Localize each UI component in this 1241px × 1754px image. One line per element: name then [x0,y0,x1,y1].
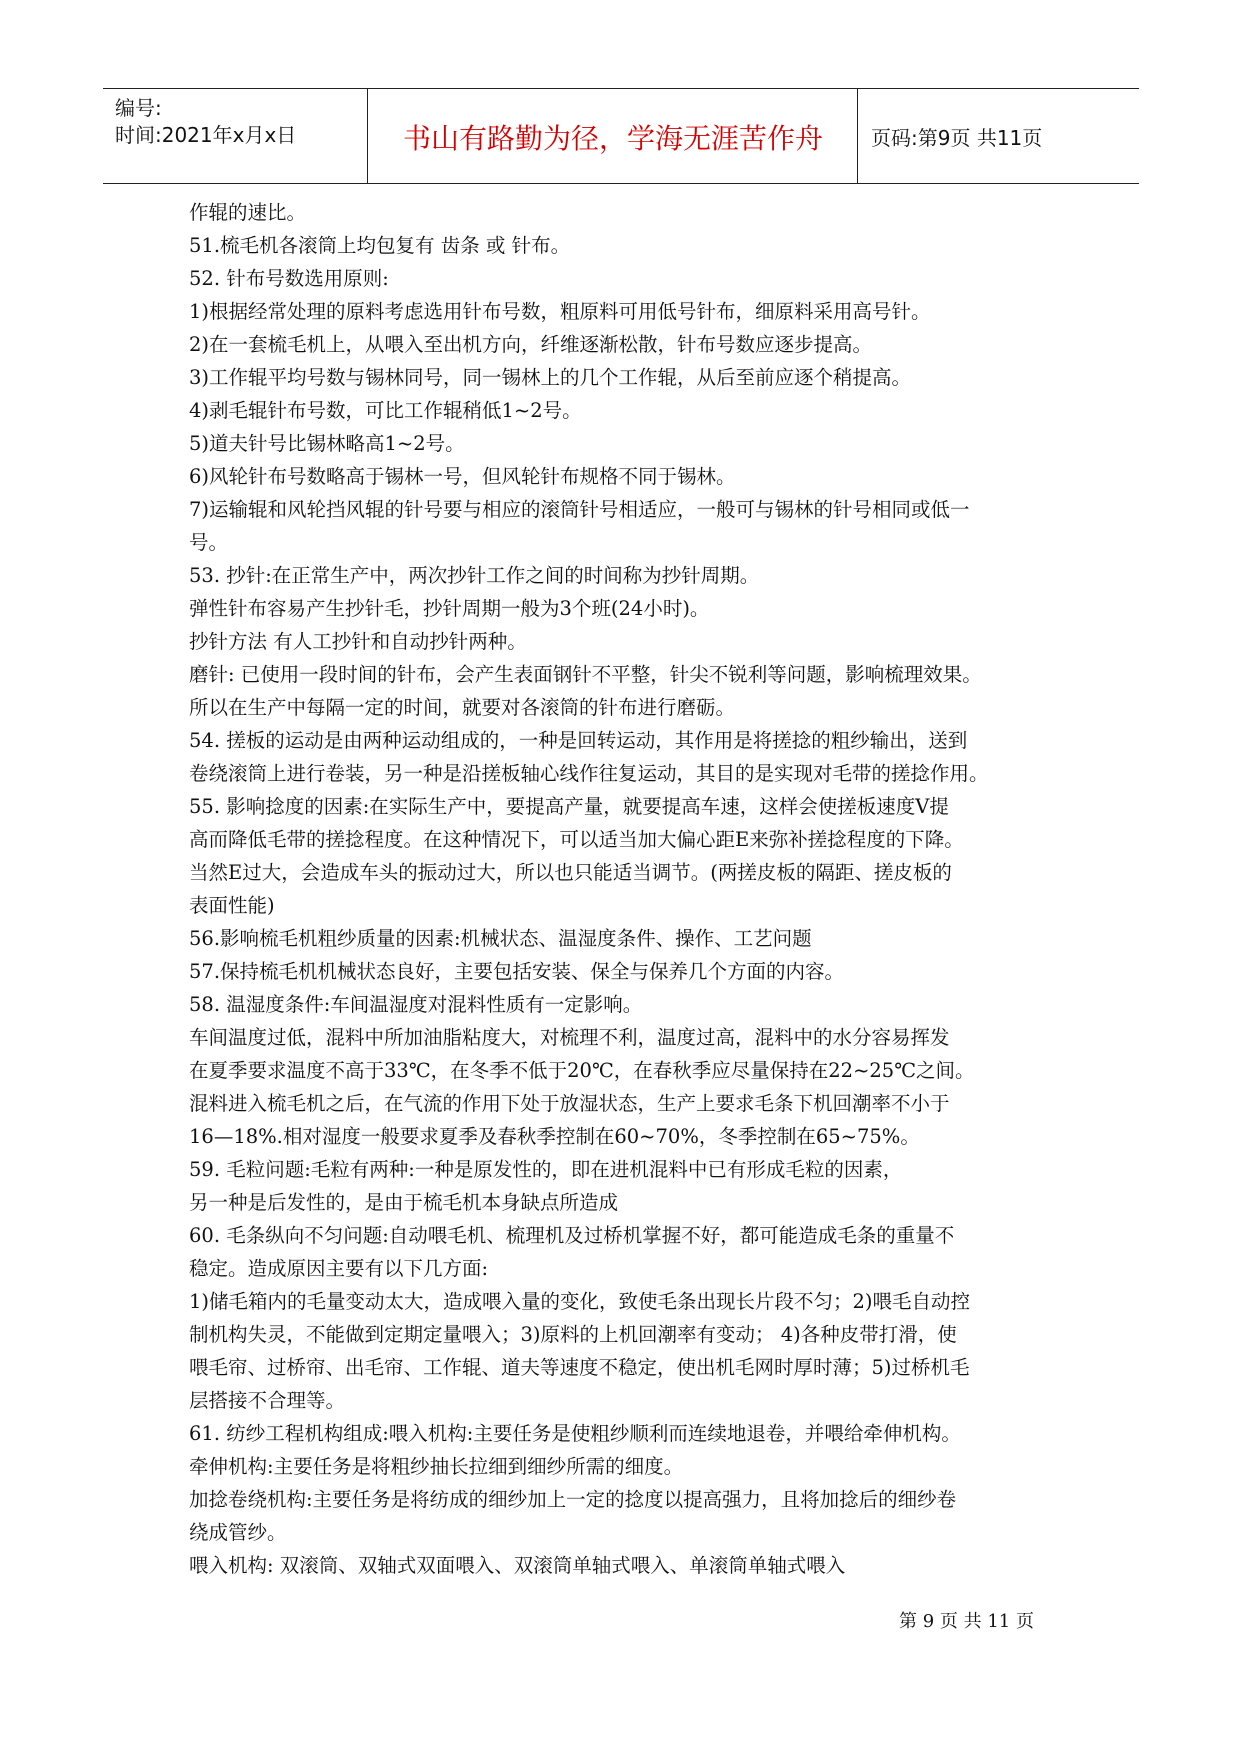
text-line: 16—18%.相对湿度一般要求夏季及春秋季控制在60~70%，冬季控制在65~75%。 [189,1125,920,1148]
text-line: 1)根据经常处理的原料考虑选用针布号数，粗原料可用低号针布，细原料采用高号针。 [189,300,931,323]
text-line: 所以在生产中每隔一定的时间，就要对各滚筒的针布进行磨砺。 [189,696,736,719]
text-line: 车间温度过低，混料中所加油脂粘度大，对梳理不利，温度过高，混料中的水分容易挥发 [189,1026,950,1049]
text-line: 混料进入梳毛机之后，在气流的作用下处于放湿状态，生产上要求毛条下机回潮率不小于 [189,1092,950,1115]
text-line: 磨针: 已使用一段时间的针布，会产生表面钢针不平整，针尖不锐利等问题，影响梳理效果。 [189,663,982,686]
text-line: 5)道夫针号比锡林略高1~2号。 [189,432,465,455]
text-line: 56.影响梳毛机粗纱质量的因素:机械状态、温湿度条件、操作、工艺问题 [189,927,812,950]
text-line: 另一种是后发性的，是由于梳毛机本身缺点所造成 [189,1191,619,1214]
text-line: 6)风轮针布号数略高于锡林一号，但风轮针布规格不同于锡林。 [189,465,736,488]
text-line: 高而降低毛带的搓捻程度。在这种情况下，可以适当加大偏心距E来弥补搓捻程度的下降。 [189,828,964,851]
header-divider [367,89,368,183]
text-line: 制机构失灵，不能做到定期定量喂入；3)原料的上机回潮率有变动； 4)各种皮带打滑，使 [189,1323,957,1346]
serial-label: 编号: [115,96,162,120]
text-line: 60. 毛条纵向不匀问题:自动喂毛机、梳理机及过桥机掌握不好，都可能造成毛条的重量不 [189,1224,955,1247]
text-line: 58. 温湿度条件:车间温湿度对混料性质有一定影响。 [189,993,643,1016]
text-line: 51.梳毛机各滚筒上均包复有 齿条 或 针布。 [189,234,571,257]
text-line: 55. 影响捻度的因素:在实际生产中，要提高产量，就要提高车速，这样会使搓板速度V提 [189,795,949,818]
text-line: 53. 抄针:在正常生产中，两次抄针工作之间的时间称为抄针周期。 [189,564,760,587]
text-line: 在夏季要求温度不高于33℃，在冬季不低于20℃，在春秋季应尽量保持在22~25℃之间。 [189,1059,975,1082]
text-line: 喂毛帘、过桥帘、出毛帘、工作辊、道夫等速度不稳定，使出机毛网时厚时薄；5)过桥机毛 [189,1356,970,1379]
text-line: 牵伸机构:主要任务是将粗纱抽长拉细到细纱所需的细度。 [189,1455,684,1478]
page-footer: 第 9 页 共 11 页 [899,1611,1034,1632]
text-line: 稳定。造成原因主要有以下几方面: [189,1257,489,1280]
document-body [189,196,1059,1582]
time-label: 时间:2021年x月x日 [115,123,297,147]
text-line: 7)运输辊和风轮挡风辊的针号要与相应的滚筒针号相适应，一般可与锡林的针号相同或低一 [189,498,970,521]
text-line: 加捻卷绕机构:主要任务是将纺成的细纱加上一定的捻度以提高强力，且将加捻后的细纱卷 [189,1488,957,1511]
text-line: 59. 毛粒问题:毛粒有两种:一种是原发性的，即在进机混料中已有形成毛粒的因素， [189,1158,903,1181]
text-line: 2)在一套梳毛机上，从喂入至出机方向，纤维逐渐松散，针布号数应逐步提高。 [189,333,873,356]
text-line: 54. 搓板的运动是由两种运动组成的，一种是回转运动，其作用是将搓捻的粗纱输出，送到 [189,729,968,752]
text-line: 层搭接不合理等。 [189,1389,346,1412]
text-line: 绕成管纱。 [189,1521,287,1544]
header-divider [857,89,858,183]
text-line: 当然E过大，会造成车头的振动过大，所以也只能适当调节。(两搓皮板的隔距、搓皮板的 [189,861,952,884]
text-line: 52. 针布号数选用原则: [189,267,389,290]
header-page-number: 页码:第9页 共11页 [871,126,1043,150]
text-line: 喂入机构: 双滚筒、双轴式双面喂入、双滚筒单轴式喂入、单滚筒单轴式喂入 [189,1554,846,1577]
text-line: 4)剥毛辊针布号数，可比工作辊稍低1~2号。 [189,399,582,422]
text-line: 1)储毛箱内的毛量变动太大，造成喂入量的变化，致使毛条出现长片段不匀；2)喂毛自动控 [189,1290,971,1313]
text-line: 弹性针布容易产生抄针毛，抄针周期一般为3个班(24小时)。 [189,597,710,620]
text-line: 作辊的速比。 [189,201,307,224]
text-line: 卷绕滚筒上进行卷装，另一种是沿搓板轴心线作往复运动，其目的是实现对毛带的搓捻作用。 [189,762,989,785]
text-line: 抄针方法 有人工抄针和自动抄针两种。 [189,630,527,653]
header-motto: 书山有路勤为径，学海无涯苦作舟 [402,122,823,155]
text-line: 号。 [189,531,229,554]
text-line: 3)工作辊平均号数与锡林同号，同一锡林上的几个工作辊，从后至前应逐个稍提高。 [189,366,912,389]
page-header [103,88,1139,184]
text-line: 表面性能) [189,894,275,917]
text-line: 61. 纺纱工程机构组成:喂入机构:主要任务是使粗纱顺利而连续地退卷，并喂给牵伸机构。 [189,1422,961,1445]
header-meta [115,95,296,149]
text-line: 57.保持梳毛机机械状态良好，主要包括安装、保全与保养几个方面的内容。 [189,960,845,983]
